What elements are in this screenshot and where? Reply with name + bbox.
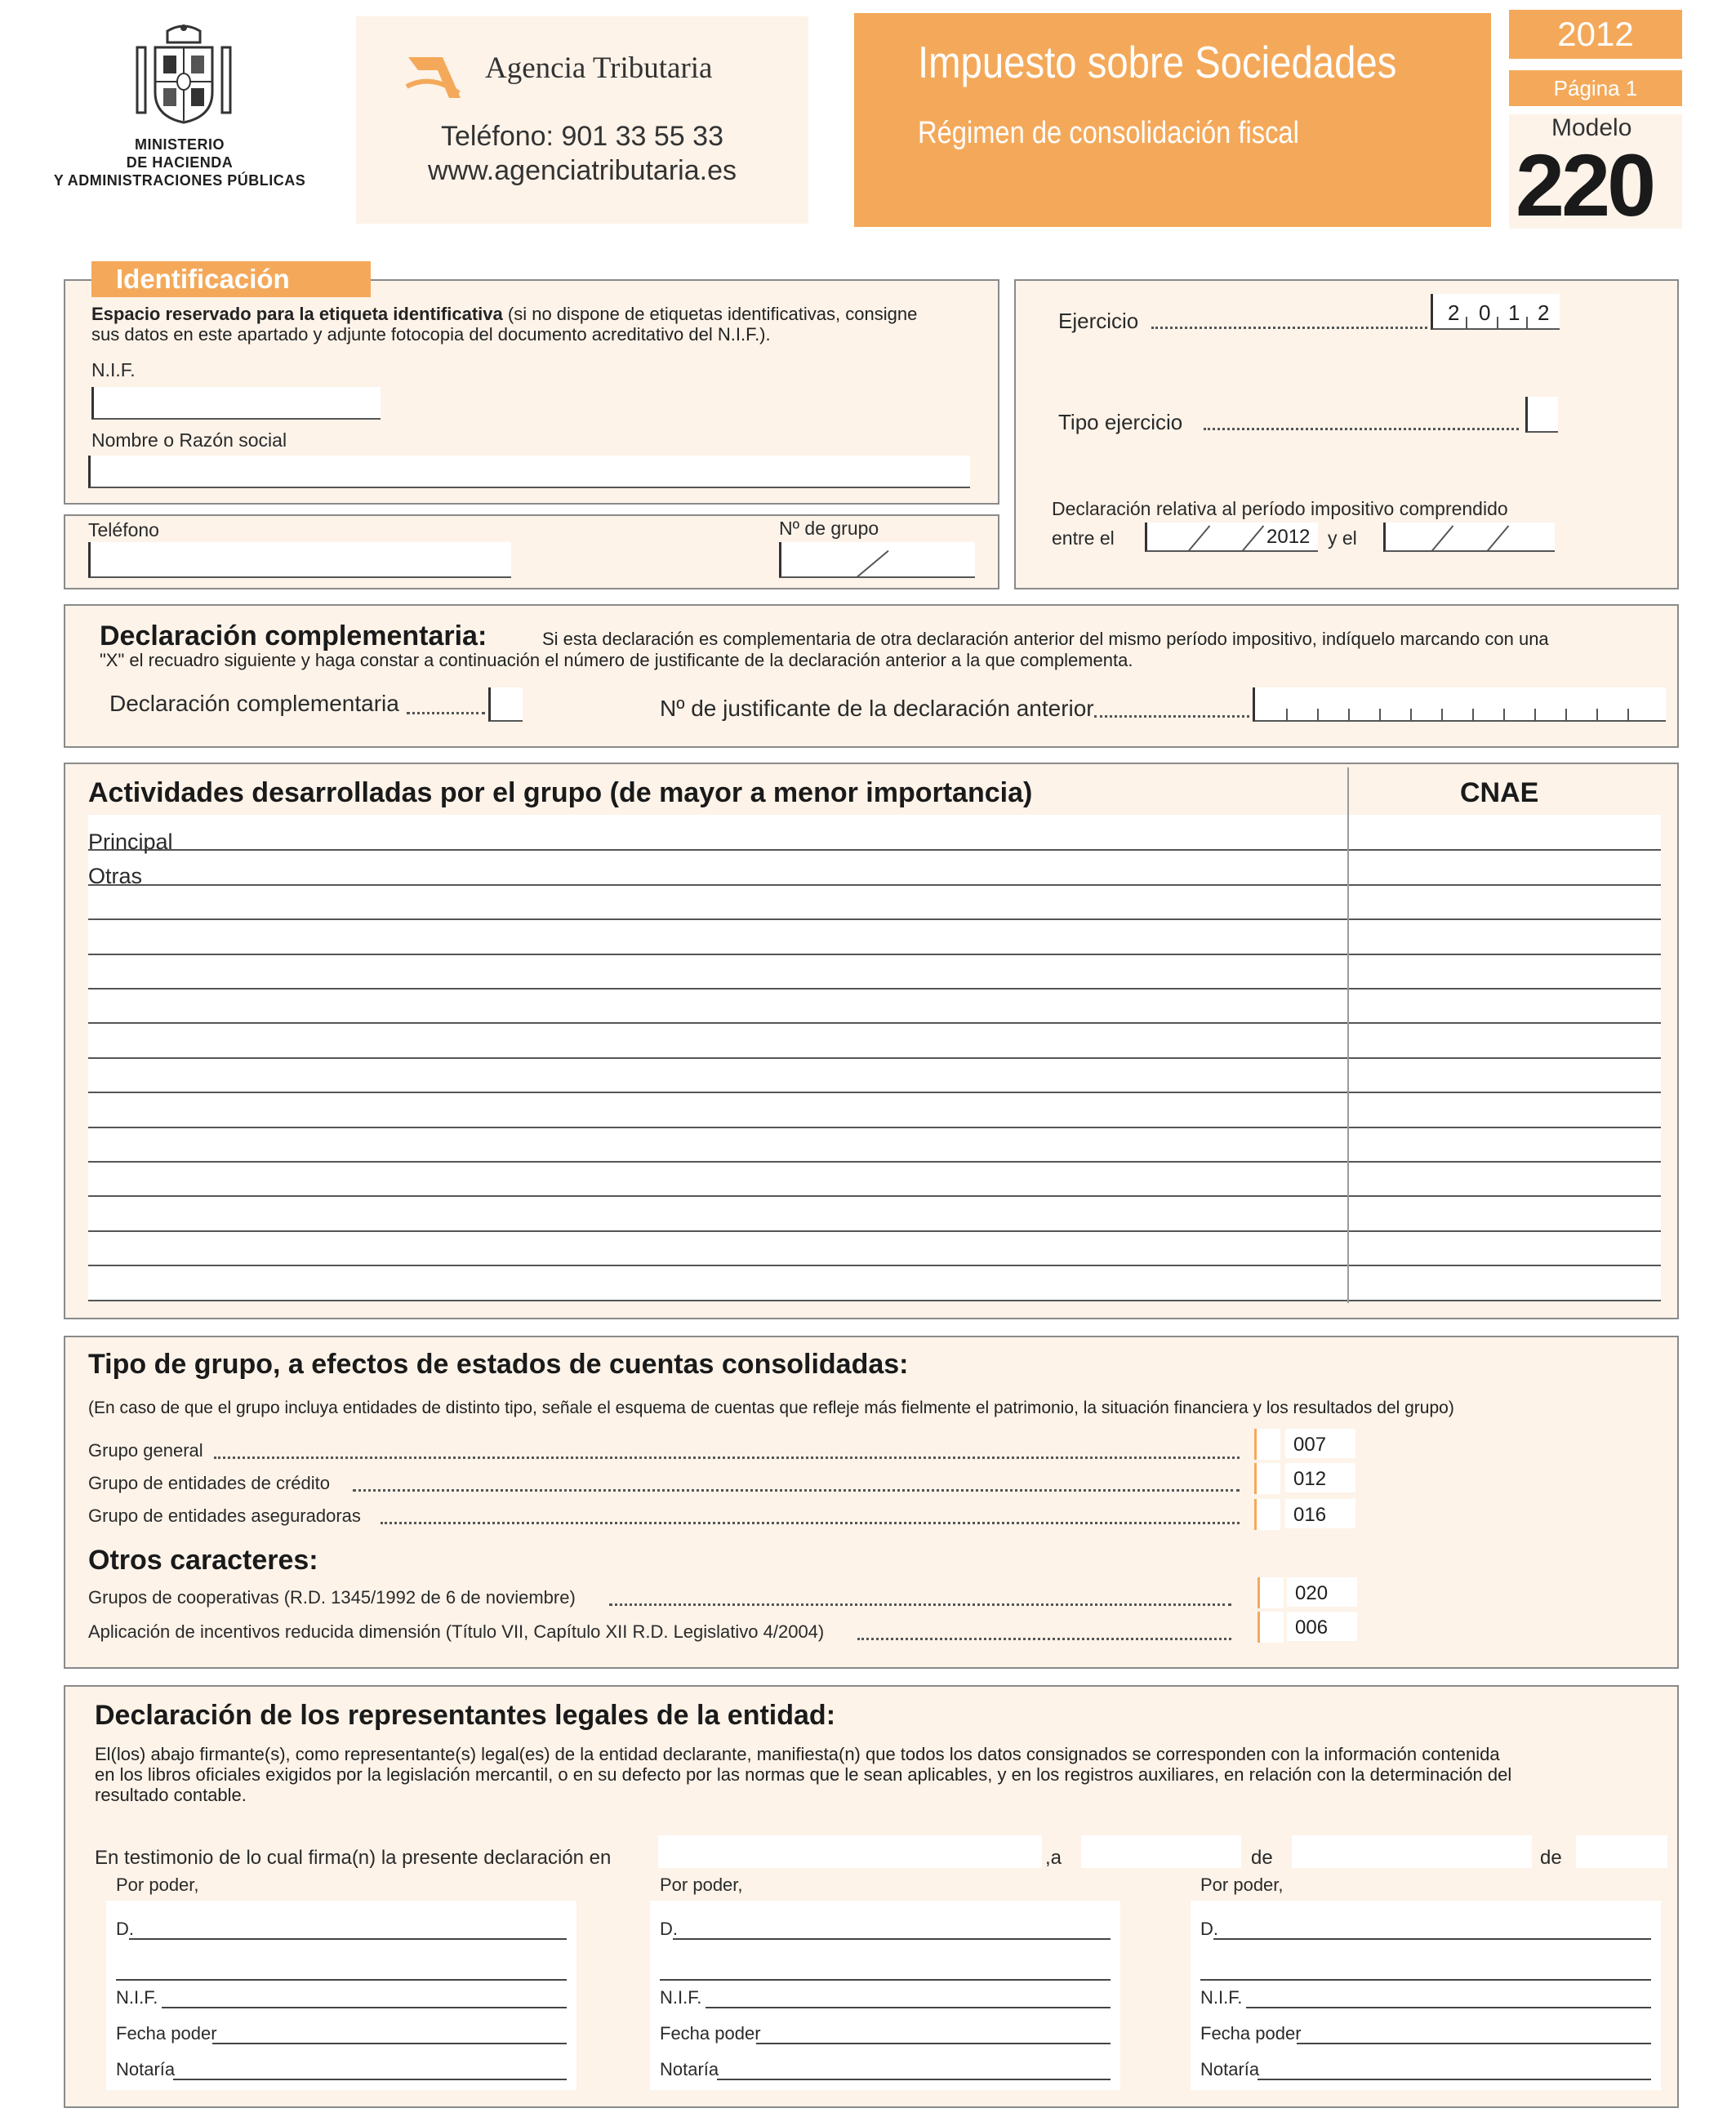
cnae-input[interactable] [1349,1128,1661,1161]
title-panel [854,13,1491,227]
year-badge: 2012 [1509,10,1682,59]
name-label: Nombre o Razón social [91,429,287,451]
cnae-input[interactable] [1349,1232,1661,1265]
option-label: Grupo general [88,1440,203,1461]
signer-input[interactable] [162,1987,567,2008]
justificante-input[interactable] [1253,687,1666,722]
model-number: 220 [1516,136,1654,234]
group-label: Nº de grupo [779,518,879,539]
option-label: Grupo de entidades aseguradoras [88,1505,361,1526]
por-poder-label: Por poder, [660,1875,743,1895]
cnae-row-line [1349,1300,1661,1301]
activity-input[interactable] [88,1128,1347,1161]
agency-logo-icon [402,41,467,106]
activity-input[interactable] [88,955,1347,988]
year-input[interactable] [1576,1835,1667,1868]
actividades-title: Actividades desarrolladas por el grupo (de mayor a menor importancia) [88,777,1033,808]
tipo-ejercicio-input[interactable] [1525,397,1558,433]
option-code: 012 [1285,1463,1355,1492]
tipo-grupo-title: Tipo de grupo, a efectos de estados de cuentas consolidadas: [88,1349,909,1380]
ejercicio-input[interactable] [1431,294,1560,330]
cnae-input[interactable] [1349,816,1661,849]
complementaria-checkbox[interactable] [488,687,523,722]
nif-label: N.I.F. [91,359,136,380]
otros-code: 020 [1287,1577,1357,1607]
place-input[interactable] [658,1835,1042,1868]
ejercicio-digit: 2 [1538,300,1550,325]
cnae-input[interactable] [1349,1094,1661,1127]
cnae-row-line [1349,1092,1661,1093]
option-label: Grupo de entidades de crédito [88,1473,330,1493]
activity-input[interactable] [88,1094,1347,1127]
activity-input[interactable] [88,1025,1347,1057]
fecha-poder-label: Fecha poder [116,2023,217,2044]
tipo-grupo-note: (En caso de que el grupo incluya entidades de distinto tipo, señale el esquema de cuentas que refleje más fielmente el patrimonio, la situación financiera y los resultados del grupo) [88,1399,1454,1417]
signer-input[interactable] [673,1919,1111,1940]
activity-row-line [88,1195,1347,1197]
coat-of-arms-icon [131,23,237,129]
activity-input[interactable] [88,816,1347,849]
tax-title: Impuesto sobre Sociedades [918,37,1397,87]
cnae-input[interactable] [1349,1198,1661,1230]
complementaria-title: Declaración complementaria: [100,620,487,652]
reserved-rest: (si no dispone de etiquetas identificativas, consigne [502,304,918,324]
cnae-input[interactable] [1349,921,1661,954]
nif-label: N.I.F. [660,1987,702,2008]
justificante-label: Nº de justificante de la declaración anterior [660,696,1094,721]
nif-input[interactable] [91,387,381,420]
otros-title: Otros caracteres: [88,1545,318,1576]
representantes-text1: El(los) abajo firmante(s), como representante(s) legal(es) de la entidad declarante, manifiesta(n) que todos los datos consignados se corresponden con la información contenida [95,1744,1500,1764]
representantes-text [95,1744,1671,1805]
signer-input[interactable] [706,1987,1111,2008]
signer-input[interactable] [116,1959,567,1981]
cnae-row-line [1349,849,1661,851]
reserved-line2: sus datos en este apartado y adjunte fotocopia del documento acreditativo del N.I.F.). [91,324,771,345]
row-label-otras: Otras [88,864,143,888]
activity-input[interactable] [88,1198,1347,1230]
por-poder-label: Por poder, [116,1875,199,1895]
representantes-text2: en los libros oficiales exigidos por la legislación mercantil, o en su defecto por las normas que le sean aplicables, y en los registros auxiliares, en relación con la determinación del [95,1764,1512,1785]
representantes-title: Declaración de los representantes legales de la entidad: [95,1700,836,1731]
model-label: Modelo [1551,114,1632,141]
regime-subtitle: Régimen de consolidación fiscal [918,116,1299,150]
phone-input[interactable] [88,542,511,578]
representantes-text3: resultado contable. [95,1785,247,1805]
ejercicio-digit: 2 [1448,300,1460,325]
complementaria-text1: Si esta declaración es complementaria de otra declaración anterior del mismo período impositivo, indíquelo marcando con una [542,629,1549,649]
option-checkbox[interactable] [1254,1429,1280,1460]
cnae-input[interactable] [1349,955,1661,988]
ejercicio-label: Ejercicio [1058,309,1139,333]
activity-input[interactable] [88,1232,1347,1265]
tipo-ejercicio-label: Tipo ejercicio [1058,410,1183,434]
cnae-row-line [1349,1195,1661,1197]
signer-input[interactable] [1200,1959,1651,1981]
reserved-note [91,304,982,345]
option-code: 016 [1285,1499,1355,1528]
fecha-poder-label: Fecha poder [660,2023,761,2044]
activity-input[interactable] [88,852,1347,884]
day-input[interactable] [1081,1835,1241,1868]
y-el-label: y el [1328,527,1357,549]
signer-input[interactable] [1213,1919,1651,1940]
ejercicio-digit: 1 [1508,300,1520,325]
period-start-year: 2012 [1266,526,1311,548]
row-label-principal: Principal [88,829,173,854]
signer-input[interactable] [756,2023,1111,2044]
por-poder-label: Por poder, [1200,1875,1284,1895]
agency-name: Agencia Tributaria [485,51,713,85]
agency-phone: Teléfono: 901 33 55 33 [441,121,723,152]
cnae-header: CNAE [1460,777,1539,808]
otros-checkbox[interactable] [1257,1612,1284,1643]
activity-input[interactable] [88,1163,1347,1195]
signer-input[interactable] [129,1919,567,1940]
option-checkbox[interactable] [1254,1463,1280,1494]
otros-label: Grupos de cooperativas (R.D. 1345/1992 de 6 de noviembre) [88,1587,576,1608]
complementaria-check-label: Declaración complementaria [109,691,399,716]
model-box [1509,114,1682,234]
notaria-label: Notaría [116,2059,176,2079]
cnae-input[interactable] [1349,1267,1661,1300]
testimonio-label: En testimonio de lo cual firma(n) la presente declaración en [95,1847,612,1869]
activity-row-line [88,1300,1347,1301]
activity-row-line [88,1022,1347,1024]
entre-label: entre el [1052,527,1115,549]
otros-code: 006 [1287,1612,1357,1641]
agency-website: www.agenciatributaria.es [428,155,737,186]
activity-row-line [88,1265,1347,1266]
cnae-input[interactable] [1349,852,1661,884]
option-code: 007 [1285,1429,1355,1458]
periodo-label: Declaración relativa al período impositivo comprendido [1052,498,1508,519]
cnae-input[interactable] [1349,1025,1661,1057]
page-badge: Página 1 [1509,70,1682,106]
cnae-input[interactable] [1349,990,1661,1022]
activity-input[interactable] [88,886,1347,918]
tipo-grupo-section [64,1336,1679,1669]
signer-input[interactable] [1246,1987,1651,2008]
activity-row-line [88,918,1347,920]
signer-input[interactable] [660,1959,1111,1981]
signer-input[interactable] [1257,2059,1651,2080]
ministry-name: MINISTERIO DE HACIENDA Y ADMINISTRACIONES PÚBLICAS [53,136,306,189]
cnae-row-line [1349,1265,1661,1266]
nif-label: N.I.F. [1200,1987,1243,2008]
ejercicio-digit: 0 [1479,300,1491,325]
cnae-row-line [1349,918,1661,920]
otros-checkbox[interactable] [1257,1577,1284,1608]
activity-input[interactable] [88,921,1347,954]
de-label-1: de [1251,1847,1273,1869]
signer-input[interactable] [173,2059,567,2080]
name-input[interactable] [88,456,970,488]
fecha-poder-label: Fecha poder [1200,2023,1302,2044]
signer-input[interactable] [1297,2023,1651,2044]
notaria-label: Notaría [660,2059,719,2079]
signer-input[interactable] [212,2023,567,2044]
month-input[interactable] [1292,1835,1532,1868]
complementaria-text2: "X" el recuadro siguiente y haga constar a continuación el número de justificante de la declaración anterior a la que complementa. [100,650,1133,670]
otros-label: Aplicación de incentivos reducida dimensión (Título VII, Capítulo XII R.D. Legislativo 4/2004) [88,1621,825,1642]
d-label: D. [660,1919,678,1939]
comma-a-label: ,a [1045,1847,1062,1869]
identificacion-tab: Identificación [91,261,371,297]
notaria-label: Notaría [1200,2059,1260,2079]
activity-input[interactable] [88,990,1347,1022]
activity-row-line [88,1092,1347,1093]
cnae-input[interactable] [1349,1059,1661,1092]
nif-label: N.I.F. [116,1987,158,2008]
d-label: D. [116,1919,134,1939]
activity-input[interactable] [88,1059,1347,1092]
cnae-input[interactable] [1349,1163,1661,1195]
de-label-2: de [1540,1847,1562,1869]
option-checkbox[interactable] [1254,1499,1280,1530]
reserved-bold: Espacio reservado para la etiqueta identificativa [91,304,503,324]
activity-input[interactable] [88,1267,1347,1300]
group-input[interactable] [779,542,975,578]
d-label: D. [1200,1919,1218,1939]
cnae-input[interactable] [1349,886,1661,918]
phone-label: Teléfono [88,519,159,540]
signer-input[interactable] [717,2059,1111,2080]
cnae-row-line [1349,1022,1661,1024]
period-end-input[interactable] [1383,523,1555,552]
agency-panel [356,16,808,224]
period-start-input[interactable] [1145,523,1318,552]
activity-row-line [88,849,1347,851]
